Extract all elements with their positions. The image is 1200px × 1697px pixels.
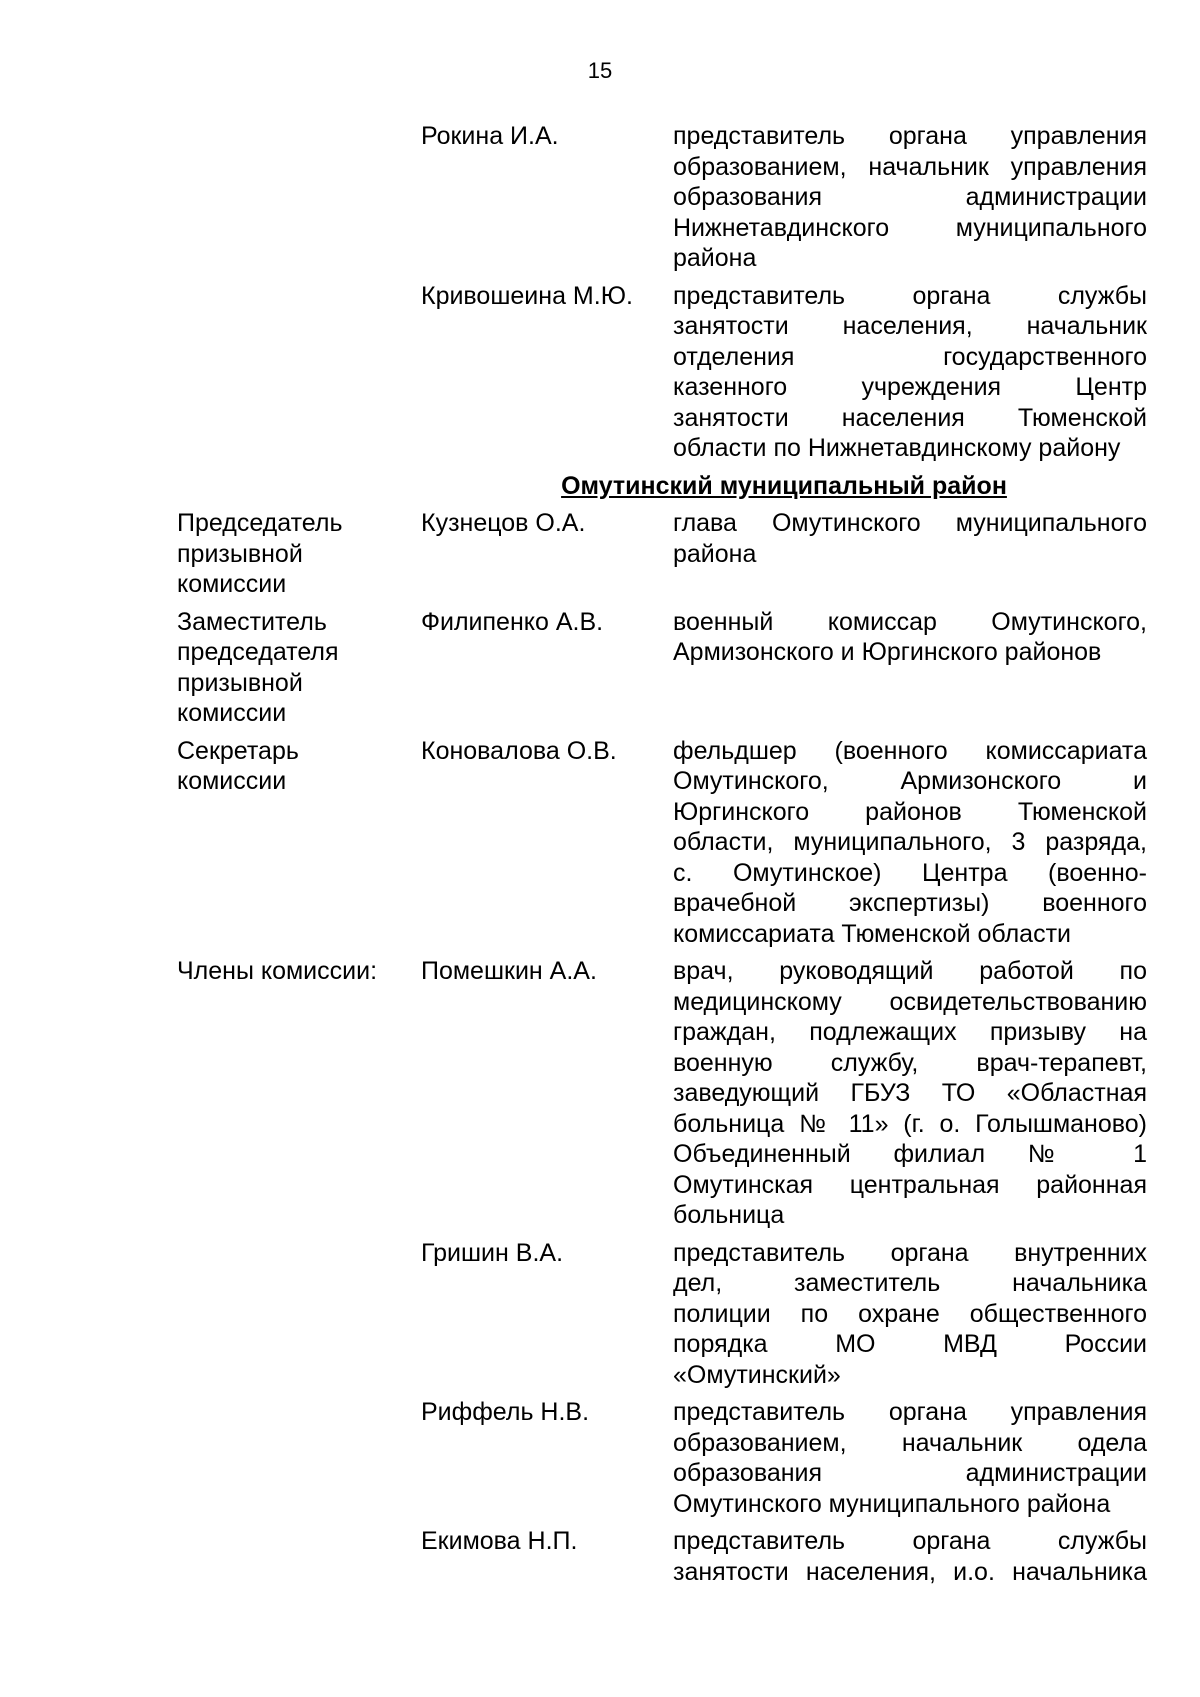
name-line: Коновалова О.В. bbox=[421, 736, 617, 765]
name-line: Риффель Н.В. bbox=[421, 1398, 590, 1426]
member-name bbox=[421, 736, 673, 767]
description-line: граждан, подлежащих призыву на bbox=[673, 1018, 1147, 1046]
description-line: с. Омутинское) Центра (военно- bbox=[673, 858, 1147, 887]
role-line: Секретарь bbox=[177, 736, 299, 765]
description-line: Объединенный филиал № 1 bbox=[673, 1140, 1147, 1168]
role-line: комиссии bbox=[177, 699, 287, 727]
description-line: врачебной экспертизы) военного bbox=[673, 889, 1147, 917]
member-row bbox=[177, 1238, 1147, 1391]
spacer bbox=[177, 501, 1147, 508]
description-line: Омутинская центральная районная bbox=[673, 1170, 1147, 1199]
member-row bbox=[177, 508, 1147, 600]
member-name bbox=[421, 281, 673, 312]
page-number: 15 bbox=[587, 58, 613, 83]
role-line: Заместитель bbox=[177, 607, 327, 636]
description-line: «Омутинский» bbox=[673, 1360, 841, 1389]
member-row bbox=[177, 607, 1147, 729]
member-description bbox=[673, 281, 1147, 464]
role-line: комиссии bbox=[177, 767, 287, 795]
description-line: порядка МО МВД России bbox=[673, 1330, 1147, 1358]
role-line: комиссии bbox=[177, 570, 287, 598]
description-line: дел, заместитель начальника bbox=[673, 1269, 1147, 1297]
description-line: казенного учреждения Центр bbox=[673, 373, 1147, 401]
description-line: образованием, начальник одела bbox=[673, 1428, 1147, 1457]
description-line: района bbox=[673, 244, 757, 272]
description-line: занятости населения, начальник bbox=[673, 312, 1147, 340]
description-line: военный комиссар Омутинского, bbox=[673, 607, 1147, 636]
description-line: представитель органа службы bbox=[673, 1527, 1147, 1555]
member-row bbox=[177, 281, 1147, 464]
commission-table bbox=[177, 121, 1147, 1594]
section-heading: Омутинский муниципальный район bbox=[561, 471, 1007, 500]
member-role bbox=[177, 956, 421, 987]
member-row bbox=[177, 736, 1147, 950]
description-line: области, муниципального, 3 разряда, bbox=[673, 828, 1147, 856]
description-line: занятости населения Тюменской bbox=[673, 403, 1147, 432]
rows-bottom bbox=[177, 508, 1147, 1594]
description-line: полиции по охране общественного bbox=[673, 1299, 1147, 1328]
member-row bbox=[177, 121, 1147, 274]
member-name bbox=[421, 1397, 673, 1428]
description-line: больница № 11» (г. о. Голышманово) bbox=[673, 1109, 1147, 1138]
member-description bbox=[673, 956, 1147, 1231]
description-line: отделения государственного bbox=[673, 342, 1147, 371]
description-line: комиссариата Тюменской области bbox=[673, 919, 1071, 948]
row-gap bbox=[177, 1231, 1147, 1238]
rows-top bbox=[177, 121, 1147, 471]
description-line: района bbox=[673, 539, 757, 568]
member-description bbox=[673, 607, 1147, 668]
member-role bbox=[177, 607, 421, 729]
role-line: председателя bbox=[177, 638, 339, 666]
role-line: Председатель bbox=[177, 509, 343, 537]
description-line: врач, руководящий работой по bbox=[673, 957, 1147, 985]
description-line: представитель органа внутренних bbox=[673, 1238, 1147, 1267]
description-line: заведующий ГБУЗ ТО «Областная bbox=[673, 1079, 1147, 1107]
member-name bbox=[421, 1526, 673, 1557]
description-line: представитель органа управления bbox=[673, 122, 1147, 150]
member-description bbox=[673, 1397, 1147, 1519]
name-line: Помешкин А.А. bbox=[421, 957, 597, 985]
description-line: Омутинского, Армизонского и bbox=[673, 767, 1147, 795]
description-line: военную службу, врач-терапевт, bbox=[673, 1048, 1147, 1077]
name-line: Гришин В.А. bbox=[421, 1238, 564, 1267]
row-gap bbox=[177, 600, 1147, 607]
member-description bbox=[673, 1238, 1147, 1391]
description-line: образованием, начальник управления bbox=[673, 152, 1147, 181]
member-description bbox=[673, 121, 1147, 274]
row-gap bbox=[177, 464, 1147, 471]
row-gap bbox=[177, 1390, 1147, 1397]
member-name bbox=[421, 607, 673, 638]
name-line: Кривошеина М.Ю. bbox=[421, 281, 633, 310]
name-line: Рокина И.А. bbox=[421, 122, 559, 150]
member-name bbox=[421, 1238, 673, 1269]
member-role bbox=[177, 736, 421, 797]
member-description bbox=[673, 508, 1147, 569]
row-gap bbox=[177, 729, 1147, 736]
name-line: Екимова Н.П. bbox=[421, 1527, 578, 1555]
description-line: Нижнетавдинского муниципального bbox=[673, 213, 1147, 242]
member-row bbox=[177, 1526, 1147, 1587]
description-line: больница bbox=[673, 1201, 785, 1229]
member-name bbox=[421, 956, 673, 987]
member-row bbox=[177, 1397, 1147, 1519]
member-name bbox=[421, 508, 673, 539]
description-line: медицинскому освидетельствованию bbox=[673, 987, 1147, 1016]
description-line: глава Омутинского муниципального bbox=[673, 509, 1147, 537]
role-line: призывной bbox=[177, 668, 303, 697]
row-gap bbox=[177, 949, 1147, 956]
description-line: Юргинского районов Тюменской bbox=[673, 797, 1147, 826]
description-line: фельдшер (военного комиссариата bbox=[673, 736, 1147, 765]
name-line: Кузнецов О.А. bbox=[421, 509, 586, 537]
member-description bbox=[673, 1526, 1147, 1587]
description-line: образования администрации bbox=[673, 1459, 1147, 1487]
description-line: представитель органа службы bbox=[673, 281, 1147, 310]
description-line: образования администрации bbox=[673, 183, 1147, 211]
row-gap bbox=[177, 1519, 1147, 1526]
row-gap bbox=[177, 1587, 1147, 1594]
description-line: Армизонского и Юргинского районов bbox=[673, 638, 1102, 666]
row-gap bbox=[177, 274, 1147, 281]
description-line: занятости населения, и.о. начальника bbox=[673, 1557, 1147, 1586]
description-line: Омутинского муниципального района bbox=[673, 1489, 1111, 1518]
member-role bbox=[177, 508, 421, 600]
role-line: призывной bbox=[177, 539, 303, 568]
name-line: Филипенко А.В. bbox=[421, 607, 604, 636]
description-line: области по Нижнетавдинскому району bbox=[673, 434, 1121, 462]
member-name bbox=[421, 121, 673, 152]
role-line: Члены комиссии: bbox=[177, 957, 378, 985]
description-line: представитель органа управления bbox=[673, 1398, 1147, 1426]
member-row bbox=[177, 956, 1147, 1231]
member-description bbox=[673, 736, 1147, 950]
